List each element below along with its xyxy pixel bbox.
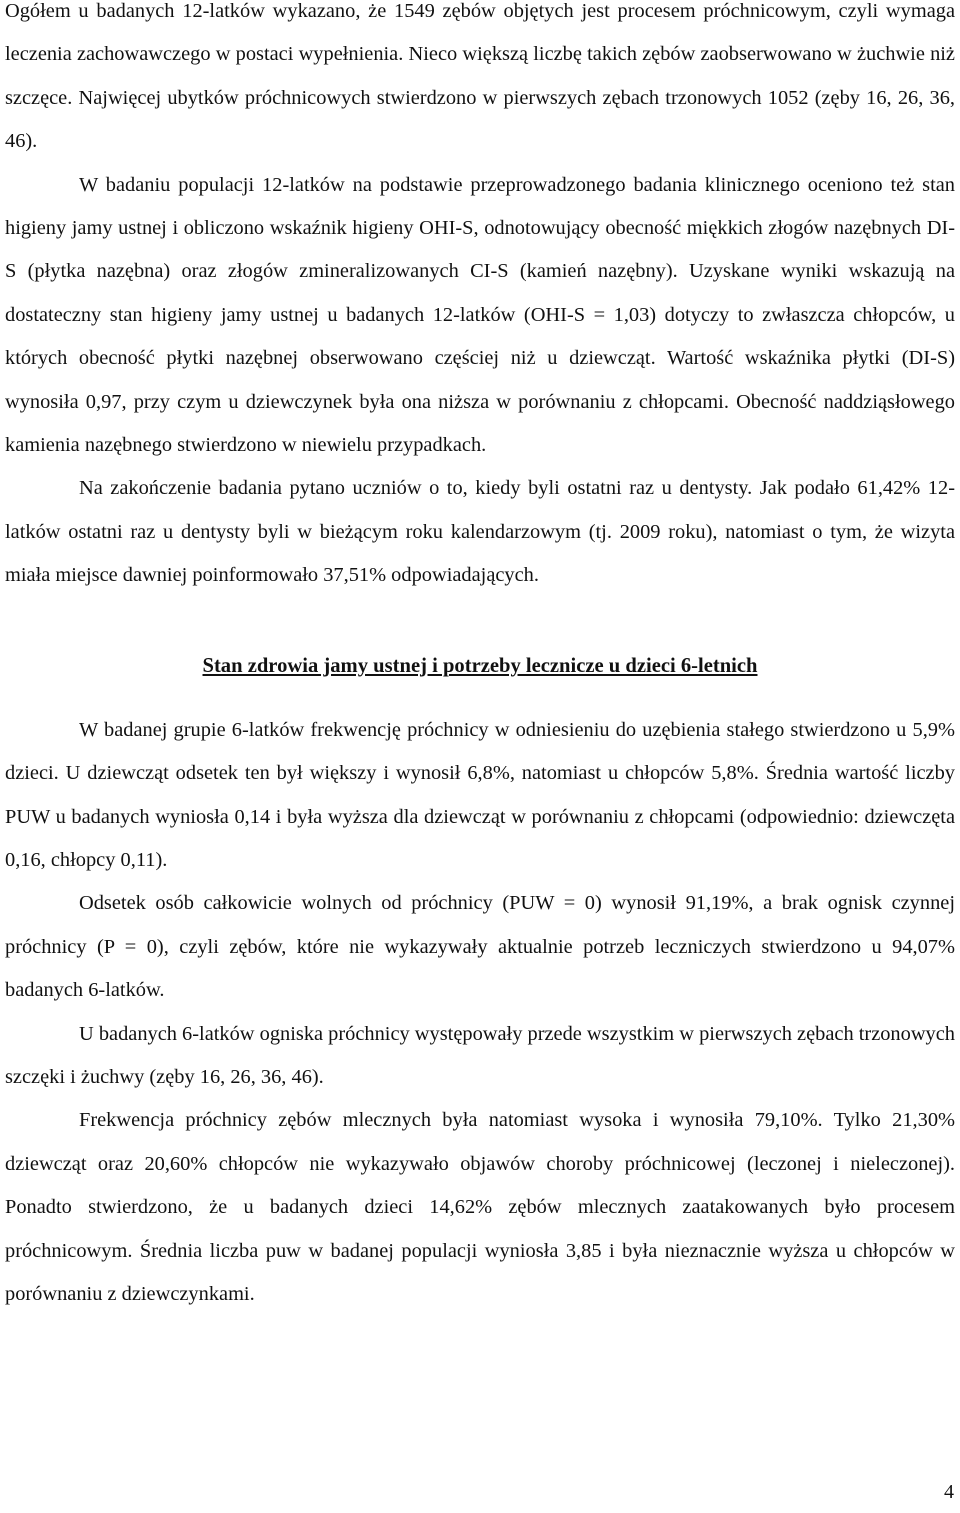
- paragraph-permanent-teeth-frequency: W badanej grupie 6-latków frekwencję próchnicy w odniesieniu do uzębienia stałego stwierdzono u 5,9% dzieci. U dziewcząt odsetek ten był większy i wynosił 6,8%, natomiast u chłopców 5,8%. Średnia wartość liczby PUW u badanych wyniosła 0,14 i była wyższa dla dziewcząt w porównaniu z chłopcami (odpowiednio: dziewczęta 0,16, chłopcy 0,11).: [5, 718, 955, 871]
- section-heading: Stan zdrowia jamy ustnej i potrzeby lecznicze u dzieci 6-letnich: [202, 654, 758, 677]
- paragraph-caries-teeth-count: Ogółem u badanych 12-latków wykazano, że 1549 zębów objętych jest procesem próchnicowym, czyli wymaga leczenia zachowawczego w postaci wypełnienia. Nieco większą liczbę takich zębów zaobserwowano w żuchwie niż szczęce. Najwięcej ubytków próchnicowych stwierdzono w pierwszych zębach trzonowych 1052 (zęby 16, 26, 36, 46).: [5, 0, 955, 153]
- paragraph-oral-hygiene: W badaniu populacji 12-latków na podstawie przeprowadzonego badania klinicznego oceniono też stan higieny jamy ustnej i obliczono wskaźnik higieny OHI-S, odnotowujący obecność miękkich złogów nazębnych DI-S (płytka nazębna) oraz złogów zmineralizowanych CI-S (kamień nazębny). Uzyskane wyniki wskazują na dostateczny stan higieny jamy ustnej u badanych 12-latków (OHI-S = 1,03) dotyczy to zwłaszcza chłopców, u których obecność płytki nazębnej obserwowano częściej niż u dziewcząt. Wartość wskaźnika płytki (DI-S) wynosiła 0,97, przy czym u dziewczynek była ona niższa w porównaniu z chłopcami. Obecność naddziąsłowego kamienia nazębnego stwierdzono w niewielu przypadkach.: [5, 173, 955, 457]
- page-number: 4: [944, 1481, 954, 1503]
- paragraph-last-dentist-visit: Na zakończenie badania pytano uczniów o to, kiedy byli ostatni raz u dentysty. Jak podało 61,42% 12-latków ostatni raz u dentysty byli w bieżącym roku kalendarzowym (tj. 2009 roku), natomiast o tym, że wizyta miała miejsce dawniej poinformowało 37,51% odpowiadających.: [5, 477, 955, 587]
- paragraph-caries-free: Odsetek osób całkowicie wolnych od próchnicy (PUW = 0) wynosił 91,19%, a brak ognisk czynnej próchnicy (P = 0), czyli zębów, które nie wykazywały aktualnie potrzeb leczniczych stwierdzono u 94,07% badanych 6-latków.: [5, 892, 955, 1002]
- paragraph-caries-location: U badanych 6-latków ogniska próchnicy występowały przede wszystkim w pierwszych zębach trzonowych szczęki i żuchwy (zęby 16, 26, 36, 46).: [5, 1022, 955, 1088]
- paragraph-deciduous-teeth: Frekwencja próchnicy zębów mlecznych była natomiast wysoka i wynosiła 79,10%. Tylko 21,30% dziewcząt oraz 20,60% chłopców nie wykazywało objawów choroby próchnicowej (leczonej i nieleczonej). Ponadto stwierdzono, że u badanych dzieci 14,62% zębów mlecznych zaatakowanych było procesem próchnicowym. Średnia liczba puw w badanej populacji wyniosła 3,85 i była nieznacznie wyższa u chłopców w porównaniu z dziewczynkami.: [5, 1109, 955, 1305]
- document-page: [5, 0, 955, 1316]
